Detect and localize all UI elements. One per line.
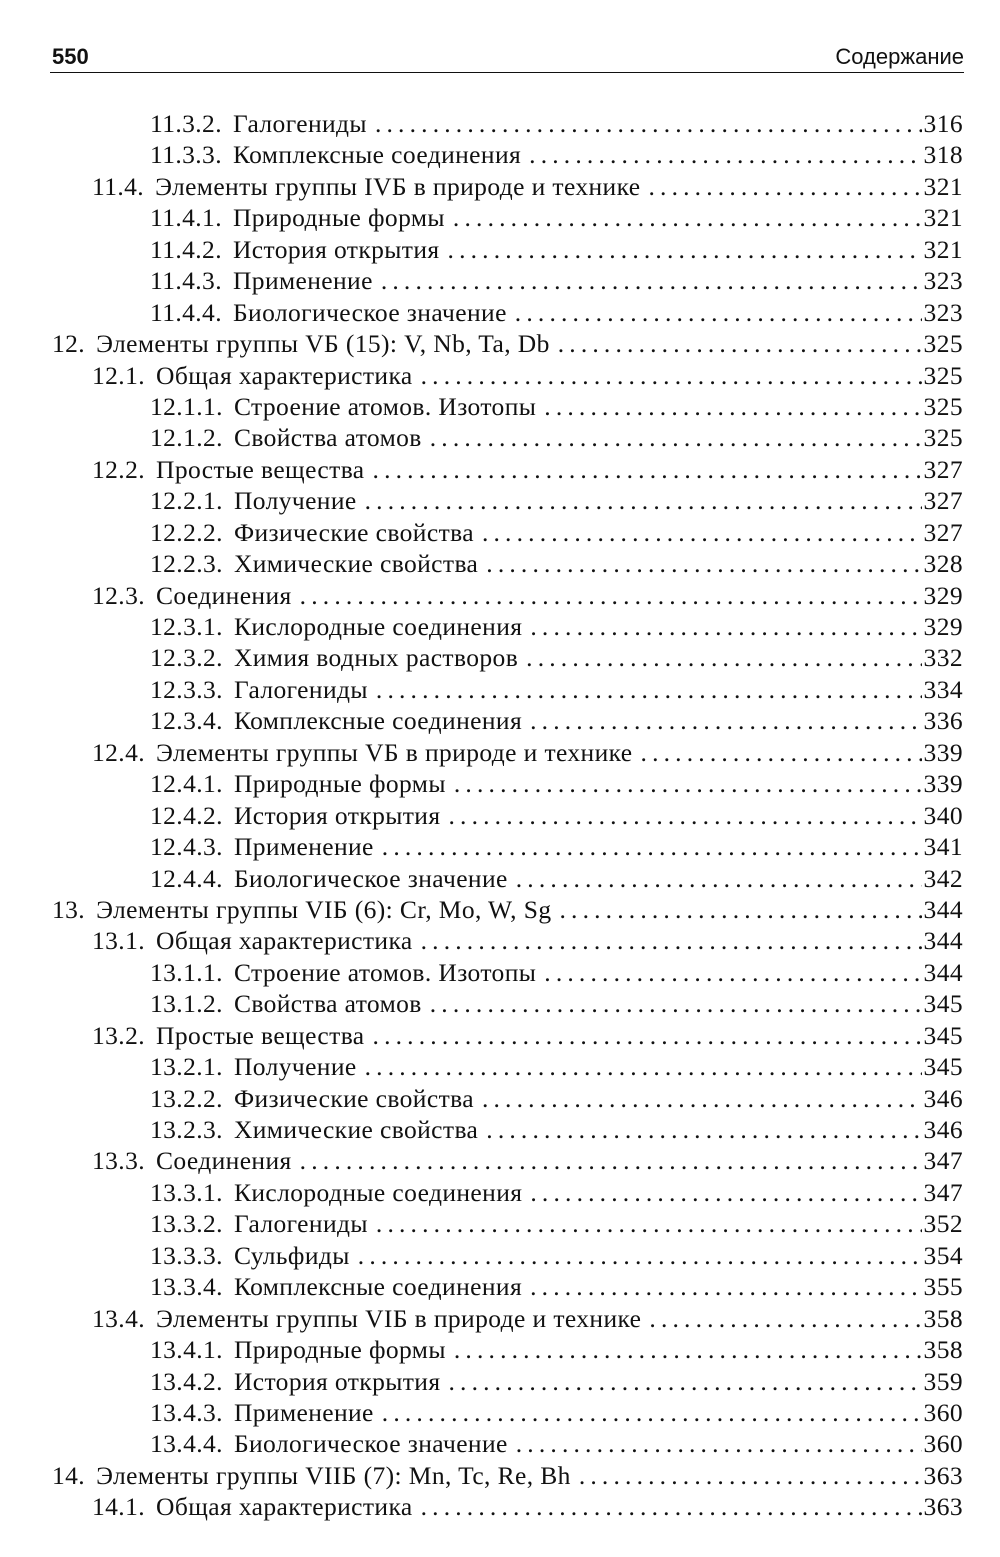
toc-entry-title: История открытия [232,234,440,264]
running-title: Содержание [835,44,964,69]
toc-entry-page: 345 [923,1020,963,1050]
toc-entry-page: 339 [923,769,963,799]
toc-entry-title: Кислородные соединения [233,1177,523,1207]
toc-entry-page: 358 [923,1303,963,1333]
toc-entry-number: 12.4. [92,737,145,767]
dot-leader [544,391,921,422]
dot-leader [486,1114,921,1145]
toc-entry-page: 359 [923,1366,963,1396]
toc-entry-number: 12.2.3. [150,549,223,579]
toc-entry-number: 11.4.3. [150,266,222,296]
toc-entry [0,1334,1000,1365]
toc-entry-title: Свойства атомов [233,989,422,1019]
toc-entry-title: Соединения [156,1146,292,1176]
toc-entry-page: 341 [923,832,963,862]
toc-entry-number: 11.4. [92,171,145,201]
dot-leader [381,265,922,296]
toc-entry-page: 325 [923,329,963,359]
toc-entry-number: 13.3.2. [150,1209,223,1239]
dot-leader [516,1428,922,1459]
toc-entry-number: 13.2.3. [150,1115,223,1144]
toc-entry-number: 13.3. [92,1146,145,1176]
toc-entry-title: Общая характеристика [156,1492,413,1522]
toc-entry-number: 12.3.3. [150,674,223,704]
toc-entry-number: 13.1.2. [150,989,223,1019]
toc-entry-page: 336 [923,706,963,736]
toc-entry [0,454,1000,485]
toc-entry [0,265,1000,296]
dot-leader [544,957,921,988]
toc-entry-title: Элементы группы VБ (15): V, Nb, Ta, Db [96,329,550,359]
toc-entry-title: История открытия [233,800,441,830]
dot-leader [649,1303,921,1334]
toc-entry-title: Получение [233,1052,357,1082]
toc-entry [0,1145,1000,1176]
toc-entry-title: Галогениды [233,674,368,704]
dot-leader [448,1366,921,1397]
dot-leader [530,1177,921,1208]
toc-entry-title: Биологическое значение [233,1429,508,1459]
toc-entry-title: Химические свойства [233,549,479,579]
toc-entry-number: 13.2.2. [150,1083,223,1113]
toc-entry-title: Элементы группы VIБ в природе и технике [156,1303,642,1333]
toc-entry-title: Химия водных растворов [233,643,519,673]
dot-leader [530,611,921,642]
toc-entry [0,1303,1000,1334]
toc-entry-title: История открытия [233,1366,441,1396]
dot-leader [448,800,921,831]
toc-entry-number: 12.2.1. [150,486,223,516]
toc-entry [0,863,1000,894]
toc-entry-page: 363 [923,1492,963,1522]
toc-entry-title: Сульфиды [233,1240,350,1270]
toc-entry-page: 363 [923,1460,963,1490]
toc-entry-page: 344 [923,926,963,956]
toc-entry-number: 12.4.2. [150,800,223,830]
toc-entry-title: Общая характеристика [156,926,413,956]
toc-entry [0,1460,1000,1491]
toc-entry-page: 321 [923,234,963,264]
dot-leader [454,1334,922,1365]
toc-entry-title: Соединения [156,580,292,610]
toc-entry-title: Элементы группы VБ в природе и технике [156,737,633,767]
toc-entry-page: 360 [923,1429,963,1459]
toc-entry-title: Элементы группы VIБ (6): Cr, Mo, W, Sg [96,894,552,924]
toc-entry-title: Комплексные соединения [232,140,522,170]
dot-leader [376,1208,922,1239]
toc-entry-title: Применение [233,1397,374,1427]
toc-entry [0,1271,1000,1302]
toc-entry-title: Комплексные соединения [233,706,523,736]
dot-leader [482,517,922,548]
toc-entry [0,642,1000,673]
dot-leader [430,988,922,1019]
toc-entry-number: 13.1. [92,926,145,956]
toc-entry-number: 11.4.2. [150,234,222,264]
toc-entry [0,1208,1000,1239]
toc-entry-number: 13.3.3. [150,1240,223,1270]
toc-entry-page: 327 [923,517,963,547]
toc-entry-number: 12. [52,329,86,359]
toc-entry [0,422,1000,453]
toc-entry-title: Галогениды [233,1209,368,1239]
toc-entry-number: 12.1. [92,360,145,390]
toc-entry [0,360,1000,391]
dot-leader [453,202,922,233]
toc-entry [0,925,1000,956]
dot-leader [421,1491,922,1522]
toc-entry [0,957,1000,988]
dot-leader [530,705,921,736]
toc-entry-page: 344 [923,957,963,987]
dot-leader [300,580,922,611]
toc-entry [0,202,1000,233]
toc-entry-page: 327 [923,454,963,484]
dot-leader [365,1051,922,1082]
dot-leader [375,108,922,139]
toc-entry-page: 323 [923,297,963,327]
dot-leader [558,328,922,359]
toc-entry-number: 14.1. [92,1492,145,1522]
toc-entry-title: Простые вещества [156,1020,365,1050]
toc-entry [0,737,1000,768]
dot-leader [515,297,922,328]
toc-entry-number: 13.4.1. [150,1335,223,1365]
toc-entry [0,894,1000,925]
toc-entry-number: 12.1.2. [150,423,223,453]
dot-leader [382,1397,922,1428]
toc-entry [0,831,1000,862]
toc-entry-number: 13.4. [92,1303,145,1333]
dot-leader [448,234,922,265]
toc-entry-number: 13.3.4. [150,1272,223,1302]
toc-entry-title: Получение [233,486,357,516]
toc-entry-number: 12.1.1. [150,391,223,421]
toc-entry [0,485,1000,516]
toc-entry-page: 318 [923,140,963,170]
toc-entry-title: Биологическое значение [233,863,508,893]
toc-entry-page: 342 [923,863,963,893]
toc-entry-number: 12.4.1. [150,769,223,799]
toc-entry-title: Общая характеристика [156,360,413,390]
toc-entry [0,1020,1000,1051]
dot-leader [365,485,922,516]
toc-entry-title: Галогениды [232,109,367,138]
toc-entry [0,800,1000,831]
toc-entry-title: Простые вещества [156,454,365,484]
toc-entry-page: 355 [923,1272,963,1302]
toc-entry-title: Природные формы [233,769,446,799]
toc-entry [0,1114,1000,1145]
toc-entry-number: 13.2. [92,1020,145,1050]
dot-leader [526,642,921,673]
toc-entry [0,611,1000,642]
dot-leader [421,925,922,956]
toc-entry-number: 14. [52,1460,86,1490]
dot-leader [454,768,922,799]
page-number: 550 [52,44,89,69]
toc-entry-page: 323 [923,266,963,296]
toc-entry-title: Строение атомов. Изотопы [233,391,537,421]
toc-entry [0,1491,1000,1522]
toc-entry [0,705,1000,736]
dot-leader [641,737,922,768]
toc-entry-title: Природные формы [232,203,445,233]
toc-entry-number: 11.4.1. [150,203,222,233]
toc-entry-number: 12.4.3. [150,832,223,862]
toc-entry-title: Элементы группы IVБ в природе и технике [155,171,641,201]
toc-entry [0,328,1000,359]
toc-entry [0,580,1000,611]
toc-entry-page: 346 [923,1083,963,1113]
toc-entry [0,768,1000,799]
toc-entry-page: 328 [923,549,963,579]
toc-entry-title: Химические свойства [233,1115,479,1144]
toc-entry-title: Физические свойства [233,1083,474,1113]
toc-entry-number: 13.3.1. [150,1177,223,1207]
toc-entry-title: Биологическое значение [232,297,507,327]
toc-entry-page: 358 [923,1335,963,1365]
toc-entry-number: 12.3.1. [150,612,223,641]
dot-leader [373,1020,922,1051]
page-header [50,36,964,73]
dot-leader [430,422,922,453]
toc-entry-number: 12.2. [92,454,145,484]
toc-entry-page: 345 [923,989,963,1019]
toc-entry [0,1083,1000,1114]
toc-entry [0,139,1000,170]
dot-leader [300,1145,922,1176]
toc-entry-number: 12.2.2. [150,517,223,547]
toc-entry [0,1397,1000,1428]
toc-entry-page: 325 [923,360,963,390]
toc-entry-page: 332 [923,643,963,673]
toc-entry [0,674,1000,705]
toc-entry-title: Свойства атомов [233,423,422,453]
toc-entry-title: Применение [232,266,373,296]
toc-entry-number: 13. [52,894,86,924]
toc-entry [0,234,1000,265]
toc-entry-number: 13.4.2. [150,1366,223,1396]
toc-entry-number: 12.3.2. [150,643,223,673]
toc-entry [0,108,1000,139]
toc-entry-number: 11.3.3. [150,140,222,170]
toc-entry-page: 329 [923,612,963,641]
toc-entry [0,1051,1000,1082]
toc-entry-page: 327 [923,486,963,516]
toc-entry-number: 13.2.1. [150,1052,223,1082]
toc-entry-page: 339 [923,737,963,767]
toc-entry [0,1177,1000,1208]
toc-entry-page: 334 [923,674,963,704]
toc-entry-page: 325 [923,391,963,421]
toc-entry-number: 13.1.1. [150,957,223,987]
toc-entry-title: Природные формы [233,1335,446,1365]
toc-entry-number: 11.3.2. [150,109,222,138]
toc-entry-number: 13.4.3. [150,1397,223,1427]
toc-entry [0,1240,1000,1271]
toc-entry-page: 360 [923,1397,963,1427]
toc-entry-title: Строение атомов. Изотопы [233,957,537,987]
toc-entry-title: Кислородные соединения [233,612,523,641]
toc-entry-page: 344 [923,894,963,924]
dot-leader [579,1460,922,1491]
dot-leader [358,1240,922,1271]
toc-entry [0,1366,1000,1397]
dot-leader [559,894,921,925]
toc-entry-page: 321 [923,203,963,233]
toc-entry-page: 316 [923,109,963,138]
dot-leader [530,1271,921,1302]
toc-entry-page: 346 [923,1115,963,1144]
toc-entry-page: 352 [923,1209,963,1239]
toc-entry [0,1428,1000,1459]
toc-entry-number: 11.4.4. [150,297,222,327]
toc-entry-page: 340 [923,800,963,830]
toc-entry-title: Применение [233,832,374,862]
dot-leader [529,139,921,170]
toc-entry-page: 347 [923,1146,963,1176]
dot-leader [482,1083,922,1114]
toc-entry-title: Физические свойства [233,517,474,547]
toc-entry-page: 345 [923,1052,963,1082]
toc-entry-number: 12.3.4. [150,706,223,736]
toc-entry-page: 329 [923,580,963,610]
dot-leader [376,674,922,705]
dot-leader [421,360,922,391]
toc-entry-number: 12.4.4. [150,863,223,893]
toc-entry-page: 347 [923,1177,963,1207]
toc-entry-page: 325 [923,423,963,453]
toc-entry [0,297,1000,328]
toc-entry [0,548,1000,579]
toc-entry [0,171,1000,202]
toc-entry-page: 354 [923,1240,963,1270]
dot-leader [382,831,922,862]
dot-leader [648,171,921,202]
toc-entry-number: 13.4.4. [150,1429,223,1459]
dot-leader [516,863,922,894]
toc-entry-title: Комплексные соединения [233,1272,523,1302]
table-of-contents [0,108,1000,1523]
dot-leader [373,454,922,485]
toc-entry [0,391,1000,422]
dot-leader [486,548,921,579]
toc-entry-page: 321 [923,171,963,201]
toc-entry [0,517,1000,548]
toc-entry [0,988,1000,1019]
toc-entry-title: Элементы группы VIIБ (7): Mn, Tc, Re, Bh [96,1460,571,1490]
toc-entry-number: 12.3. [92,580,145,610]
